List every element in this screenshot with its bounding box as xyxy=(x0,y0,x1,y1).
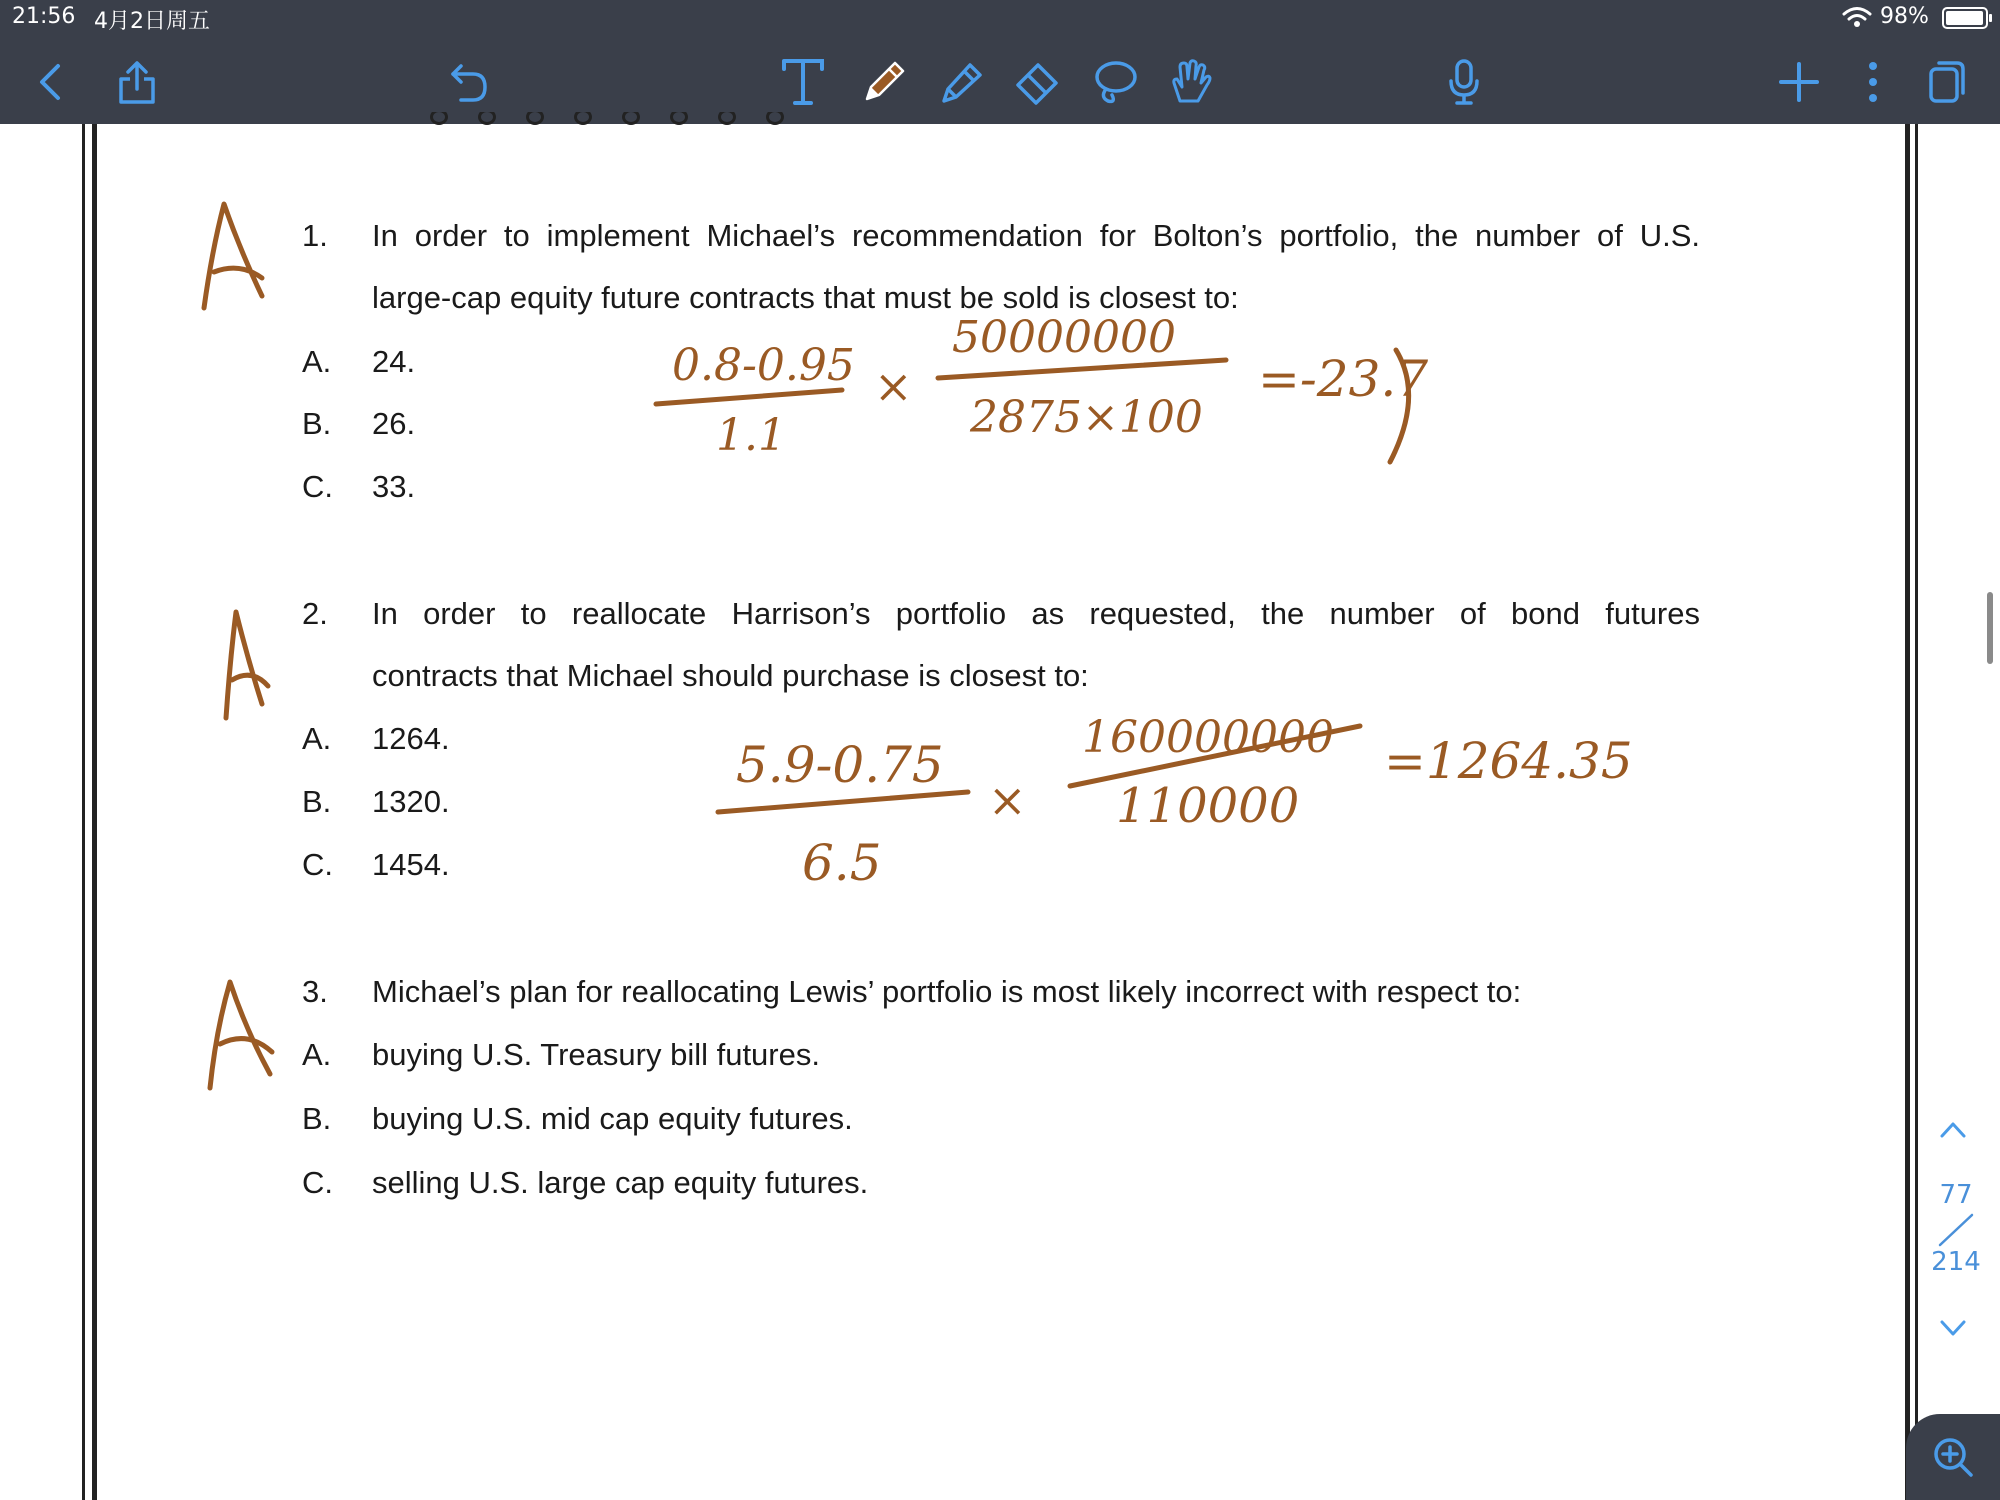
top-toolbar xyxy=(0,0,2000,124)
q1-option-c-letter: C. xyxy=(302,469,333,504)
q3-option-c-letter: C. xyxy=(302,1165,333,1200)
microphone-icon[interactable] xyxy=(1437,52,1491,112)
pen-tool-icon[interactable] xyxy=(857,52,911,112)
zoom-in-button[interactable] xyxy=(1906,1414,2000,1500)
question-3-number: 3. xyxy=(302,974,328,1009)
page-border-right-inner xyxy=(1905,124,1910,1500)
battery-icon xyxy=(1942,7,1988,29)
document-page xyxy=(0,124,2000,1500)
page-border-right xyxy=(1915,124,1918,1500)
q1-result-ink: =-23.7 xyxy=(1258,350,1429,408)
more-icon[interactable] xyxy=(1846,52,1900,112)
page-border-left-inner xyxy=(92,124,97,1500)
q3-option-b-letter: B. xyxy=(302,1101,332,1136)
question-2-number: 2. xyxy=(302,596,328,631)
back-icon[interactable] xyxy=(24,52,78,112)
q1-option-a-text: 24. xyxy=(372,344,416,379)
q2-option-c-letter: C. xyxy=(302,847,333,882)
wifi-icon xyxy=(1842,6,1872,33)
undo-icon[interactable] xyxy=(442,52,496,112)
q3-option-c-text: selling U.S. large cap equity futures. xyxy=(372,1165,869,1200)
question-1-text: In order to implement Michael’s recommendation for Bolton’s portfolio, the number of U.S. xyxy=(372,218,1700,253)
q2-option-c-text: 1454. xyxy=(372,847,450,882)
q2-result-ink: =1264.35 xyxy=(1384,732,1633,790)
status-date: 4月2日周五 xyxy=(94,9,210,34)
highlighter-icon[interactable] xyxy=(934,52,988,112)
lasso-icon[interactable] xyxy=(1088,52,1142,112)
zoom-in-icon xyxy=(1931,1435,1975,1479)
question-1-number: 1. xyxy=(302,218,328,253)
q1-option-c-text: 33. xyxy=(372,469,416,504)
eraser-icon[interactable] xyxy=(1010,52,1064,112)
q1-option-b-letter: B. xyxy=(302,406,332,441)
add-icon[interactable] xyxy=(1772,52,1826,112)
question-2-text-line2: contracts that Michael should purchase is closest to: xyxy=(372,658,1089,693)
q2-option-b-letter: B. xyxy=(302,784,332,819)
page-down-icon[interactable] xyxy=(1938,1316,1968,1340)
question-2-text: In order to reallocate Harrison’s portfolio as requested, the number of bond futures xyxy=(372,596,1700,631)
scrollbar-thumb[interactable] xyxy=(1987,592,1993,664)
q2-option-a-letter: A. xyxy=(302,721,332,756)
status-time: 21:56 xyxy=(12,4,76,29)
q1-option-b-text: 26. xyxy=(372,406,416,441)
q2-denominator-ink: 6.5 xyxy=(802,834,882,892)
current-page-number: 77 xyxy=(1939,1180,1973,1210)
battery-percent: 98% xyxy=(1880,4,1929,29)
q2-times-ink: × xyxy=(988,773,1027,827)
q3-option-b-text: buying U.S. mid cap equity futures. xyxy=(372,1101,853,1136)
total-pages-number: 214 xyxy=(1931,1247,1981,1277)
page-border-left xyxy=(82,124,85,1500)
q1-big-denominator-ink: 2875×100 xyxy=(970,392,1203,443)
q2-big-denominator-ink: 110000 xyxy=(1116,778,1300,834)
pages-icon[interactable] xyxy=(1920,52,1974,112)
question-1-text-line2: large-cap equity future contracts that must be sold is closest to: xyxy=(372,280,1239,315)
q1-denominator-ink: 1.1 xyxy=(716,410,786,461)
hand-tool-icon[interactable] xyxy=(1164,52,1218,112)
page-up-icon[interactable] xyxy=(1938,1118,1968,1142)
q1-big-numerator-ink: 50000000 xyxy=(952,312,1176,363)
text-tool-icon[interactable] xyxy=(776,52,830,112)
q3-option-a-letter: A. xyxy=(302,1037,332,1072)
q1-option-a-letter: A. xyxy=(302,344,332,379)
q2-option-b-text: 1320. xyxy=(372,784,450,819)
q2-numerator-ink: 5.9-0.75 xyxy=(736,736,944,794)
q2-option-a-text: 1264. xyxy=(372,721,450,756)
share-icon[interactable] xyxy=(110,52,164,112)
q1-times-ink: × xyxy=(874,359,913,413)
cut-off-text-line xyxy=(430,112,890,126)
q3-option-a-text: buying U.S. Treasury bill futures. xyxy=(372,1037,820,1072)
q2-big-numerator-ink: 160000000 xyxy=(1082,712,1334,763)
q1-numerator-ink: 0.8-0.95 xyxy=(672,340,855,391)
question-3-text: Michael’s plan for reallocating Lewis’ portfolio is most likely incorrect with respect to: xyxy=(372,974,1522,1009)
